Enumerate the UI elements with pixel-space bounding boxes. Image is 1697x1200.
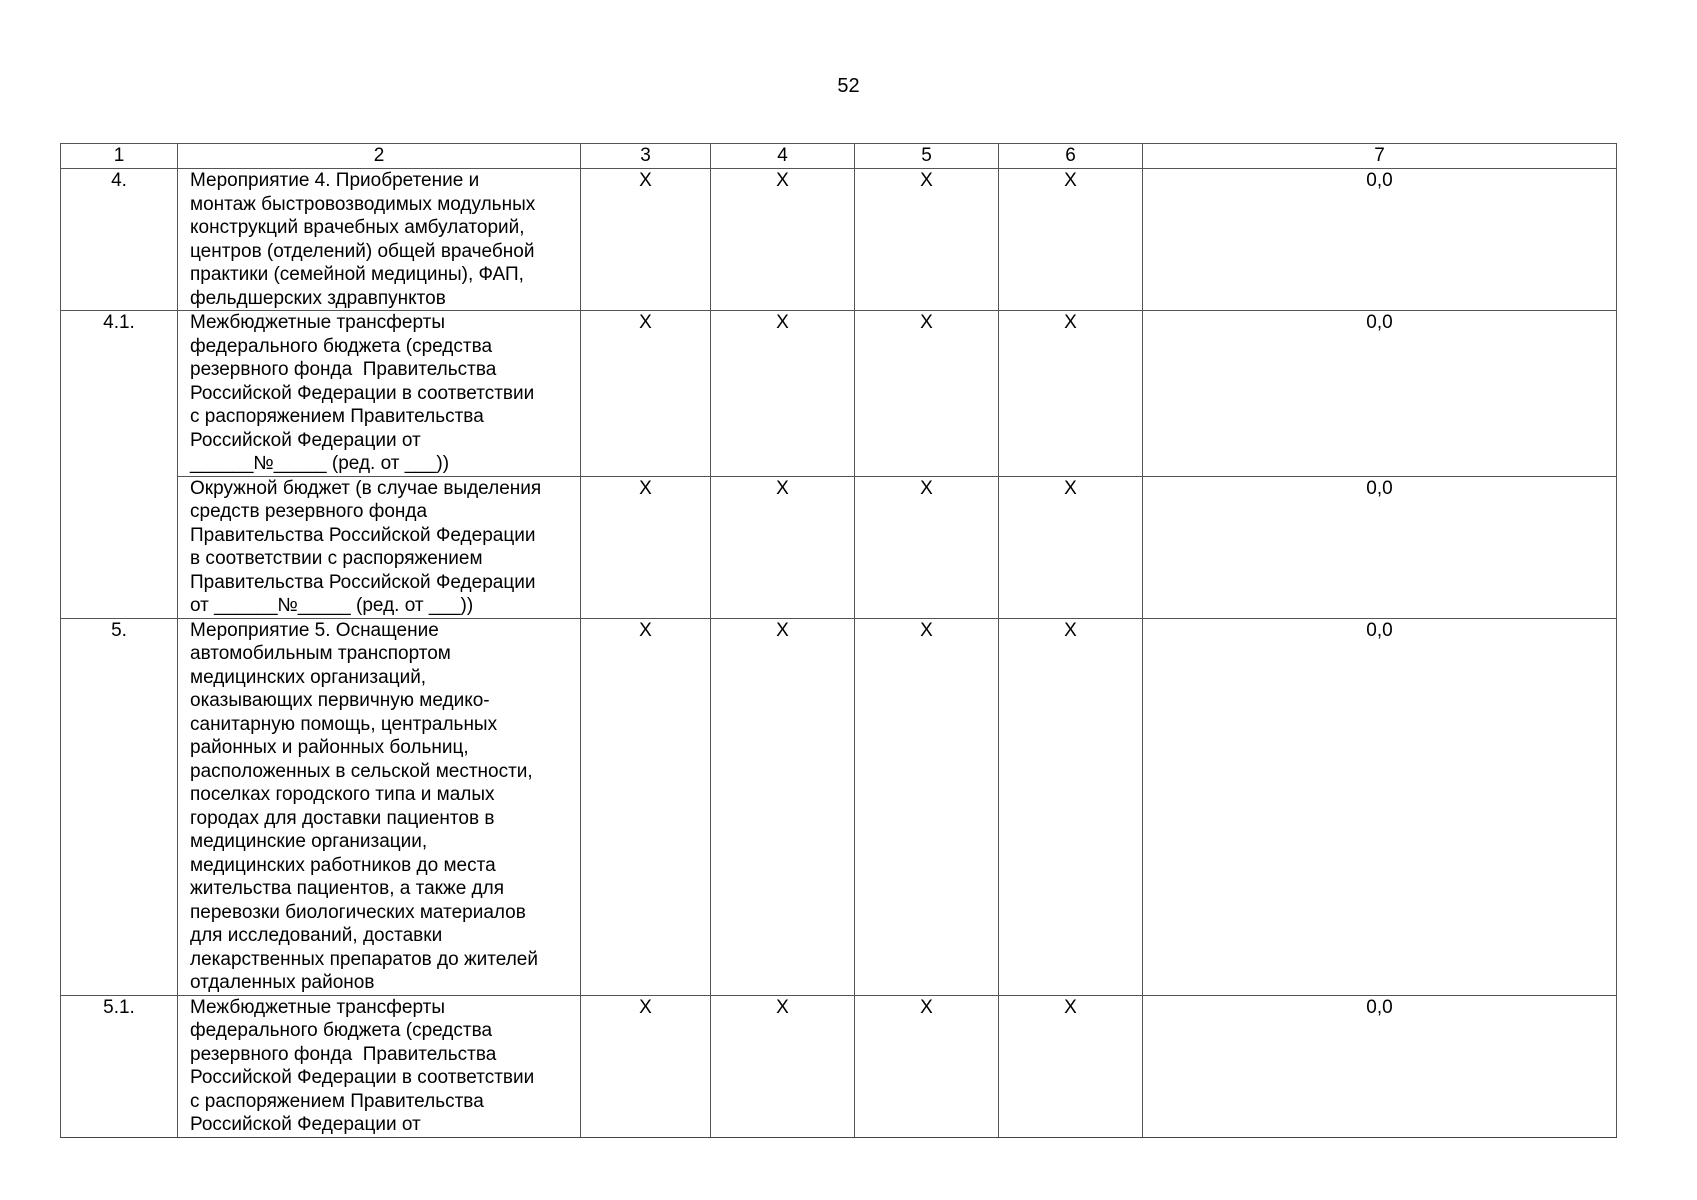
value-cell: 0,0	[1143, 995, 1617, 1137]
x-marker-cell: Х	[581, 169, 711, 311]
x-marker-cell: Х	[711, 169, 855, 311]
x-marker-cell: Х	[999, 995, 1143, 1137]
description-cell: Мероприятие 5. Оснащение автомобильным транспортом медицинских организаций, оказывающих первичную медико- санитарную помощь, центральных районных и районных больниц, расположенных в сельской местности, поселках городского типа и малых городах для доставки пациентов в медицинские организации, медицинских работников до места жительства пациентов, а также для перевозки биологических материалов для исследований, доставки лекарственных препаратов до жителей отдаленных районов	[178, 618, 581, 995]
x-marker-cell: Х	[581, 476, 711, 618]
column-header-2: 2	[178, 144, 581, 169]
x-marker-cell: Х	[999, 618, 1143, 995]
table-row	[61, 618, 1617, 995]
column-header-4: 4	[711, 144, 855, 169]
x-marker-cell: Х	[855, 618, 999, 995]
description-cell: Мероприятие 4. Приобретение и монтаж быстровозводимых модульных конструкций врачебных амбулаторий, центров (отделений) общей врачебной практики (семейной медицины), ФАП, фельдшерских здравпунктов	[178, 169, 581, 311]
budget-table	[60, 143, 1617, 1138]
x-marker-cell: Х	[581, 618, 711, 995]
x-marker-cell: Х	[855, 995, 999, 1137]
x-marker-cell: Х	[711, 311, 855, 477]
page-number: 52	[837, 75, 860, 97]
column-header-3: 3	[581, 144, 711, 169]
x-marker-cell: Х	[999, 476, 1143, 618]
table-row	[61, 995, 1617, 1137]
column-header-7: 7	[1143, 144, 1617, 169]
value-cell: 0,0	[1143, 618, 1617, 995]
x-marker-cell: Х	[711, 476, 855, 618]
x-marker-cell: Х	[711, 995, 855, 1137]
x-marker-cell: Х	[581, 311, 711, 477]
value-cell: 0,0	[1143, 169, 1617, 311]
table-row	[61, 311, 1617, 477]
row-number-cell: 5.1.	[61, 995, 178, 1137]
table-header-row	[61, 144, 1617, 169]
column-header-5: 5	[855, 144, 999, 169]
table-row	[61, 476, 1617, 618]
table-row	[61, 169, 1617, 311]
value-cell: 0,0	[1143, 476, 1617, 618]
row-number-cell: 4.1.	[61, 311, 178, 619]
value-cell: 0,0	[1143, 311, 1617, 477]
x-marker-cell: Х	[581, 995, 711, 1137]
column-header-1: 1	[61, 144, 178, 169]
x-marker-cell: Х	[855, 476, 999, 618]
description-cell: Межбюджетные трансферты федерального бюджета (средства резервного фонда Правительства Российской Федерации в соответствии с распоряжением Правительства Российской Федерации от	[178, 995, 581, 1137]
x-marker-cell: Х	[855, 169, 999, 311]
row-number-cell: 4.	[61, 169, 178, 311]
row-number-cell: 5.	[61, 618, 178, 995]
column-header-6: 6	[999, 144, 1143, 169]
x-marker-cell: Х	[711, 618, 855, 995]
x-marker-cell: Х	[999, 311, 1143, 477]
x-marker-cell: Х	[855, 311, 999, 477]
x-marker-cell: Х	[999, 169, 1143, 311]
description-cell: Межбюджетные трансферты федерального бюджета (средства резервного фонда Правительства Российской Федерации в соответствии с распоряжением Правительства Российской Федерации от ______№_____ (ред. от ___))	[178, 311, 581, 477]
description-cell: Окружной бюджет (в случае выделения средств резервного фонда Правительства Российской Федерации в соответствии с распоряжением Правительства Российской Федерации от ______№_____ (ред. от ___))	[178, 476, 581, 618]
